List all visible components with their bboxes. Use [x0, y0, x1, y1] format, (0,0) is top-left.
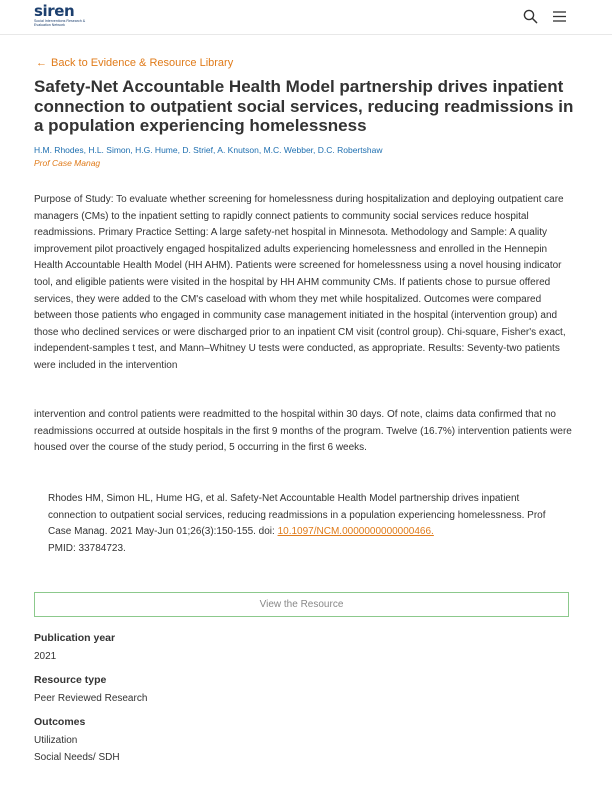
article-authors: H.M. Rhodes, H.L. Simon, H.G. Hume, D. Strief, A. Knutson, M.C. Webber, D.C. Robertshaw	[34, 145, 383, 155]
back-to-library-link[interactable]	[36, 57, 233, 69]
citation-pmid: PMID: 33784723.	[48, 542, 126, 554]
outcome-item: Social Needs/ SDH	[34, 752, 120, 763]
outcomes-label: Outcomes	[34, 716, 86, 728]
article-abstract: Purpose of Study: To evaluate whether screening for homelessness during hospitalization and deploying outpatient care managers (CMs) to the inpatient setting to rapidly connect patients to community social services reduce hospital readmissions. Primary Practice Setting: A large safety-net hospital in Minnesota. Methodology and Sample: A quality improvement pilot proactively engaged hospitalized adults experiencing homelessness and enrolled in the Hennepin Health Accountable Health Model (HH AHM). Patients were screened for homelessness using a novel housing indicator tool, and eligible patients were visited in the hospital by HH AHM community CMs. If patients chose to pursue offered services, they were added to the CM's caseload with whom they met while hospitalized. Outcomes were compared between those patients who engaged in community case management initiated in the hospital (intervention group) and those who declined services or were discharged prior to an inpatient CM visit (control group). Chi-square, Fisher's exact, independent-samples t test, and Mann–Whitney U tests were conducted, as appropriate. Results: Seventy-two patients were included in the intervention	[34, 194, 566, 371]
outcome-item: Utilization	[34, 735, 78, 746]
logo-tagline: Social Interventions Research & Evaluation Network	[34, 19, 86, 27]
publication-year-label: Publication year	[34, 632, 116, 644]
article-journal: Prof Case Manag	[34, 158, 101, 168]
site-header	[0, 0, 612, 35]
resource-type-section	[34, 674, 147, 707]
doi-link[interactable]: 10.1097/NCM.0000000000000466.	[277, 526, 434, 538]
publication-year-section	[34, 632, 115, 665]
citation-text: Rhodes HM, Simon HL, Hume HG, et al. Safety-Net Accountable Health Model partnership drives inpatient connection to outpatient social services, reducing readmissions in a population experiencing homelessness. Prof Case Manag. 2021 May-Jun 01;26(3):150-155. doi:	[48, 493, 546, 538]
siren-logo[interactable]	[34, 4, 94, 27]
view-resource-button[interactable]: View the Resource	[34, 592, 569, 617]
logo-wordmark: siren	[34, 2, 75, 20]
abstract-continuation-text: intervention and control patients were readmitted to the hospital within 30 days. Of note, claims data confirmed that no readmissions occurred at outside hospitals in the first 9 months of the program. Twelve (16.7%) intervention patients were housed over the course of the study period, 5 occurring in the first 6 weeks.	[34, 409, 572, 452]
article-title: Safety-Net Accountable Health Model partnership drives inpatient connection to outpatient social services, reducing readmissions in a population experiencing homelessness	[34, 77, 574, 135]
arrow-left-icon: ←	[36, 57, 47, 69]
outcomes-section	[34, 716, 120, 766]
citation	[48, 491, 568, 557]
resource-type-label: Resource type	[34, 674, 107, 686]
search-icon[interactable]	[523, 9, 538, 24]
abstract-continuation	[34, 374, 575, 452]
back-link-label: Back to Evidence & Resource Library	[51, 57, 234, 69]
resource-type-value: Peer Reviewed Research	[34, 693, 148, 704]
publication-year-value: 2021	[34, 651, 57, 662]
hamburger-menu-icon[interactable]	[552, 10, 567, 23]
